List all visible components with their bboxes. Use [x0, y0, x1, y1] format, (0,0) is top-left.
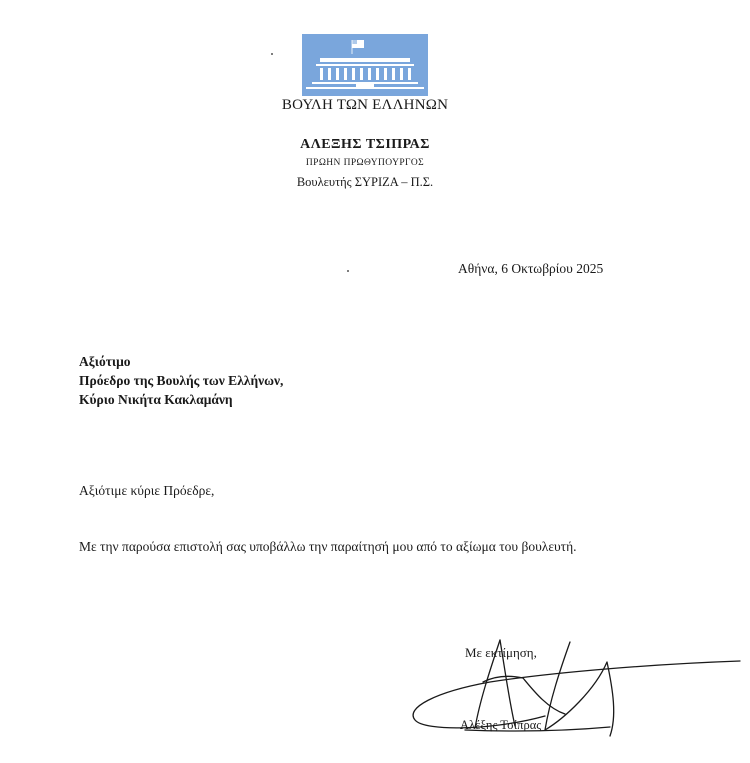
parliament-emblem-icon	[302, 34, 428, 96]
institution-name: ΒΟΥΛΗ ΤΩΝ ΕΛΛΗΝΩΝ	[281, 97, 449, 113]
sender-role: ΠΡΩΗΝ ΠΡΩΘΥΠΟΥΡΓΟΣ	[305, 158, 425, 168]
recipient-block	[79, 352, 283, 409]
handwritten-signature	[405, 630, 745, 745]
recipient-line: Πρόεδρο της Βουλής των Ελλήνων,	[79, 373, 284, 388]
recipient-line: Κύριο Νικήτα Κακλαμάνη	[79, 392, 233, 407]
scan-speck	[271, 53, 273, 55]
signer-name: Αλέξης Τσίπρας	[460, 718, 542, 732]
recipient-line: Αξιότιμο	[79, 354, 131, 369]
closing-line: Με εκτίμηση,	[465, 645, 537, 660]
scan-speck	[347, 270, 349, 272]
salutation: Αξιότιμε κύριε Πρόεδρε,	[79, 483, 215, 498]
letter-body: Με την παρούσα επιστολή σας υποβάλλω την παραίτησή μου από το αξίωμα του βουλευτή.	[79, 539, 577, 554]
date-line: Αθήνα, 6 Οκτωβρίου 2025	[458, 261, 604, 276]
sender-name: ΑΛΕΞΗΣ ΤΣΙΠΡΑΣ	[300, 137, 430, 152]
sender-party: Βουλευτής ΣΥΡΙΖΑ – Π.Σ.	[296, 175, 434, 189]
